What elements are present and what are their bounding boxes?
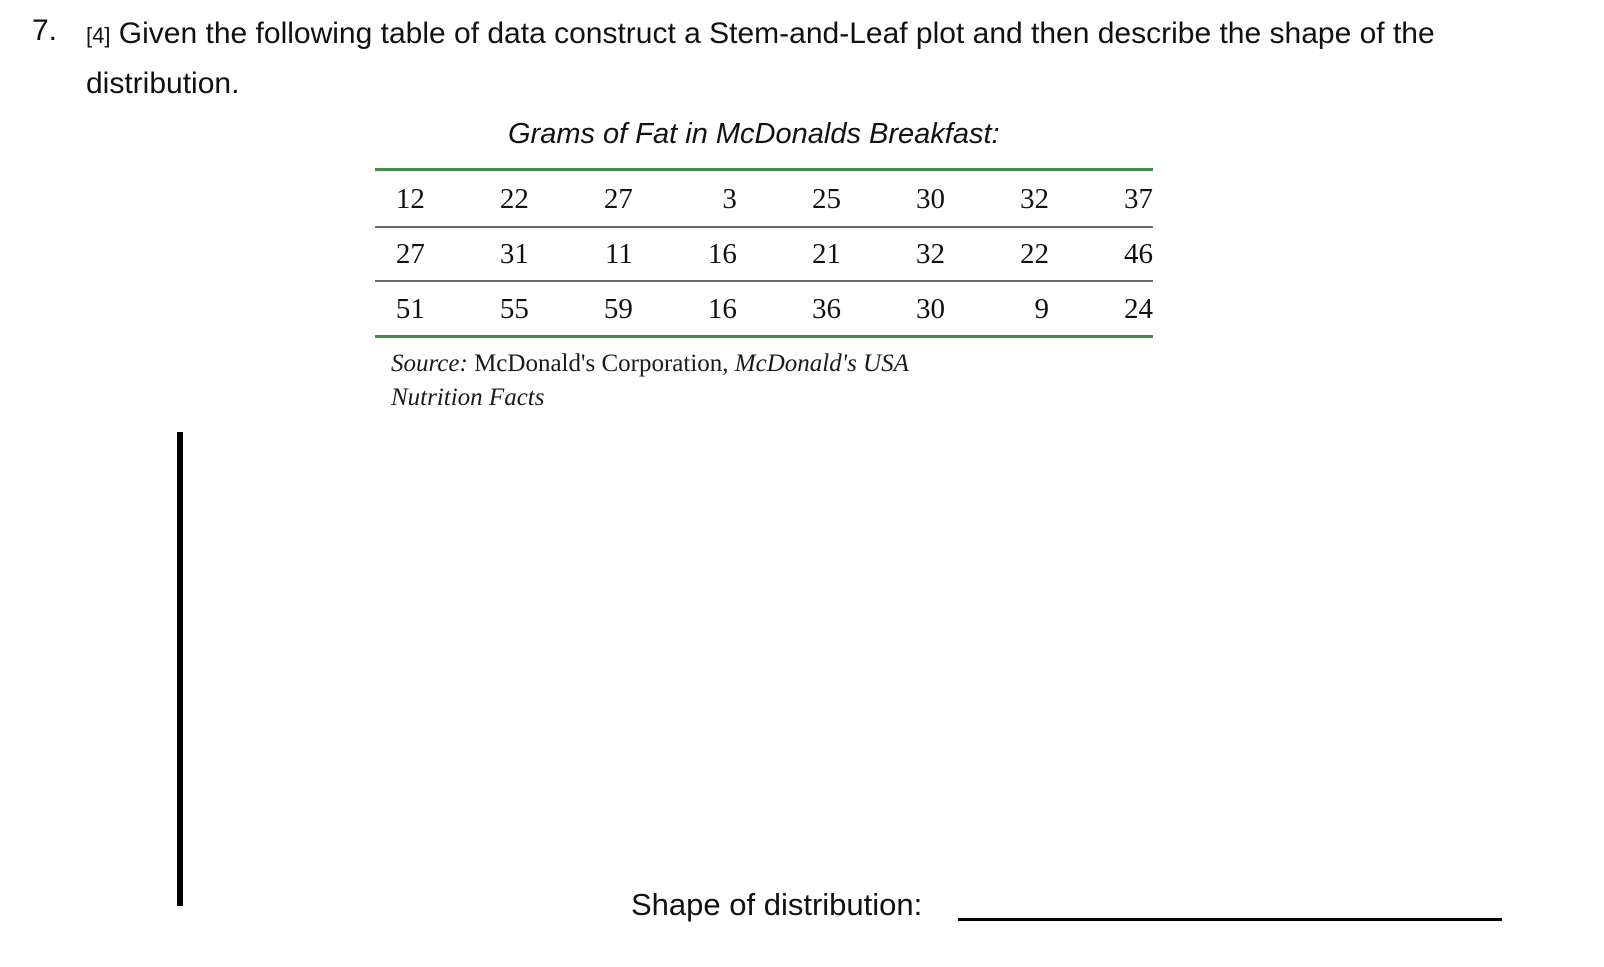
table-cell: 25 [811,183,841,215]
table-cell: 12 [395,183,425,215]
table-cell: 27 [603,183,633,215]
question-number: 7. [32,14,58,47]
question-text [86,10,1526,108]
table-cell: 36 [811,293,841,325]
table-cell: 24 [1124,293,1153,325]
table-cell: 11 [604,238,633,270]
source-line-2: Nutrition Facts [391,384,545,411]
table-cell: 46 [1124,238,1153,270]
table-cell: 3 [722,183,737,215]
table-cell: 55 [499,293,529,325]
table-cell: 30 [915,183,945,215]
table-cell: 30 [915,293,945,325]
table-cell: 59 [603,293,633,325]
table-cell: 16 [707,238,737,270]
table-top-rule [375,168,1153,171]
table-cell: 9 [1034,293,1049,325]
source-prefix: Source: [391,350,475,377]
table-cell: 37 [1124,183,1153,215]
table-cell: 16 [707,293,737,325]
table-row [375,172,1153,227]
table-row [375,227,1153,282]
table-row [375,282,1153,337]
table-cell: 32 [1019,183,1049,215]
table-title: Grams of Fat in McDonalds Breakfast: [508,118,1000,150]
table-cell: 22 [499,183,529,215]
source-line-1 [391,347,909,381]
stem-and-leaf-divider-line [177,432,183,906]
table-cell: 31 [499,238,529,270]
question-prompt: Given the following table of data construct a Stem-and-Leaf plot and then describe the shape of the distribution. [86,17,1435,100]
shape-of-distribution-label: Shape of distribution: [631,887,923,922]
source-company: McDonald's Corporation, [474,350,735,377]
fat-data-table [375,172,1153,337]
shape-answer-blank[interactable] [958,918,1502,921]
table-source [391,347,909,415]
question-points: [4] [86,23,111,48]
table-cell: 27 [395,238,425,270]
table-cell: 21 [811,238,841,270]
source-document: McDonald's USA [734,350,909,377]
table-cell: 51 [395,293,425,325]
table-cell: 22 [1019,238,1049,270]
table-cell: 32 [915,238,945,270]
